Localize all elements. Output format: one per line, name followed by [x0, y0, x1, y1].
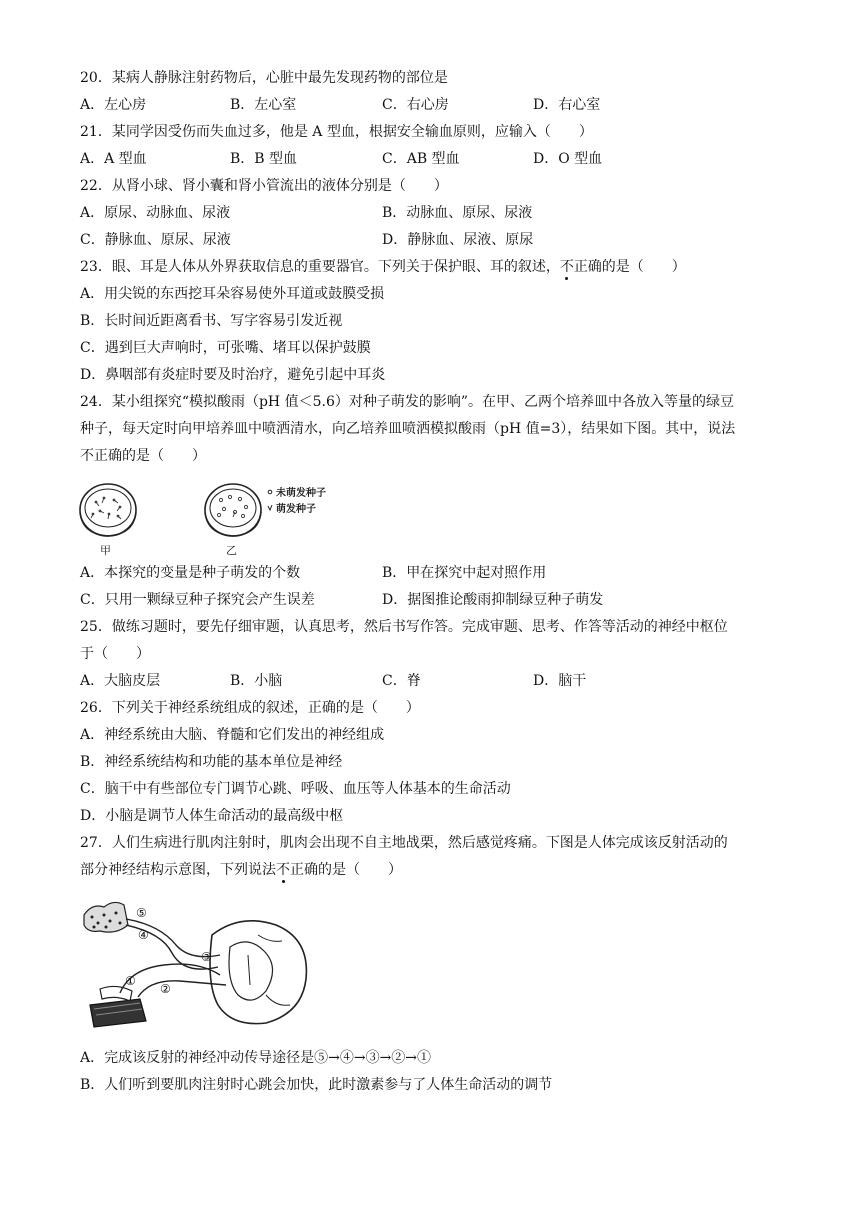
q22-option-c: C．静脉血、原尿、尿液	[80, 232, 231, 248]
q27-stem-pre: 部分神经结构示意图，下列说法	[80, 862, 276, 878]
q21-option-d: D．O 型血	[533, 151, 603, 167]
q23-stem	[80, 257, 686, 277]
q26-stem: 26．下列关于神经系统组成的叙述，正确的是（ ）	[80, 700, 420, 716]
q27-option-a: A．完成该反射的神经冲动传导途径是⑤→④→③→②→①	[80, 1050, 432, 1066]
q22-option-d: D．静脉血、尿液、原尿	[382, 232, 534, 248]
q24-option-c: C．只用一颗绿豆种子探究会产生误差	[80, 592, 315, 608]
q27-emphasis-mark: 不	[276, 862, 290, 878]
q24-stem-line3: 不正确的是（ ）	[80, 448, 206, 464]
q20-option-c: C．右心房	[382, 97, 449, 113]
q22-stem: 22．从肾小球、肾小囊和肾小管流出的液体分别是（ ）	[80, 178, 448, 194]
q21-option-c: C．AB 型血	[382, 151, 460, 167]
q26-option-d: D．小脑是调节人体生命活动的最高级中枢	[80, 808, 344, 824]
q23-option-a: A．用尖锐的东西挖耳朵容易使外耳道或鼓膜受损	[80, 286, 385, 302]
q23-stem-post: 正确的是（ ）	[573, 259, 686, 275]
muscle-effector	[90, 986, 146, 1027]
q25-option-b: B．小脑	[230, 673, 283, 689]
q20-option-d: D．右心室	[533, 97, 601, 113]
q22-option-b: B．动脉血、原尿、尿液	[382, 205, 533, 221]
q20-stem: 20．某病人静脉注射药物后，心脏中最先发现药物的部位是	[80, 70, 448, 86]
q21-option-a: A．A 型血	[80, 151, 147, 167]
q23-emphasis-mark: 不	[559, 259, 574, 275]
reflex-arc-figure	[80, 895, 320, 1035]
q21-stem: 21．某同学因受伤而失血过多，他是 A 型血，根据安全输血原则，应输入（ ）	[80, 124, 593, 140]
legend-ungerminated-label: 未萌发种子	[276, 488, 326, 499]
q25-stem-line2: 于（ ）	[80, 646, 150, 662]
q23-stem-pre: 23．眼、耳是人体从外界获取信息的重要器官。下列关于保护眼、耳的叙述，	[80, 259, 560, 275]
spinal-cord	[210, 921, 306, 1024]
dish-jia	[80, 484, 136, 536]
q25-option-a: A．大脑皮层	[80, 673, 161, 689]
q24-stem-line2: 种子，每天定时向甲培养皿中喷洒清水，向乙培养皿喷洒模拟酸雨（pH 值=3），结果如下图。其中，说法	[80, 421, 736, 437]
skin-receptor	[84, 902, 128, 932]
label-3: ③	[201, 950, 212, 964]
q20-option-a: A．左心房	[80, 97, 147, 113]
label-5: ⑤	[136, 906, 147, 920]
dish-yi	[205, 484, 261, 536]
label-2: ②	[160, 982, 171, 996]
q27-option-b: B．人们听到要肌肉注射时心跳会加快，此时激素参与了人体生命活动的调节	[80, 1077, 553, 1093]
q27-stem-post: 正确的是（ ）	[290, 862, 402, 878]
q27-stem-line2	[80, 860, 402, 880]
q24-option-a: A．本探究的变量是种子萌发的个数	[80, 565, 301, 581]
petri-dish-figure	[78, 480, 348, 560]
q27-stem-line1: 27．人们生病进行肌肉注射时，肌肉会出现不自主地战栗，然后感觉疼痛。下图是人体完成该反射活动的	[80, 835, 728, 851]
q25-option-c: C．脊	[382, 673, 421, 689]
dish-yi-label: 乙	[226, 544, 237, 557]
q24-stem-line1: 24．某小组探究“模拟酸雨（pH 值＜5.6）对种子萌发的影响”。在甲、乙两个培养皿中各放入等量的绿豆	[80, 394, 735, 410]
dish-jia-label: 甲	[100, 544, 111, 557]
q26-option-a: A．神经系统由大脑、脊髓和它们发出的神经组成	[80, 727, 385, 743]
q25-stem-line1: 25．做练习题时，要先仔细审题，认真思考，然后书写作答。完成审题、思考、作答等活动的神经中枢位	[80, 619, 728, 635]
label-1: ①	[125, 974, 136, 988]
q23-option-d: D．鼻咽部有炎症时要及时治疗，避免引起中耳炎	[80, 367, 386, 383]
q23-option-c: C．遇到巨大声响时，可张嘴、堵耳以保护鼓膜	[80, 340, 371, 356]
label-4: ④	[138, 928, 149, 942]
petri-legend	[268, 490, 272, 510]
q26-option-c: C．脑干中有些部位专门调节心跳、呼吸、血压等人体基本的生命活动	[80, 781, 511, 797]
q25-option-d: D．脑干	[533, 673, 587, 689]
q20-option-b: B．左心室	[230, 97, 297, 113]
q21-option-b: B．B 型血	[230, 151, 298, 167]
q23-option-b: B．长时间近距离看书、写字容易引发近视	[80, 313, 343, 329]
q24-option-b: B．甲在探究中起对照作用	[382, 565, 547, 581]
q26-option-b: B．神经系统结构和功能的基本单位是神经	[80, 754, 343, 770]
legend-germinated-label: 萌发种子	[276, 504, 316, 515]
q24-option-d: D．据图推论酸雨抑制绿豆种子萌发	[382, 592, 604, 608]
q22-option-a: A．原尿、动脉血、尿液	[80, 205, 231, 221]
